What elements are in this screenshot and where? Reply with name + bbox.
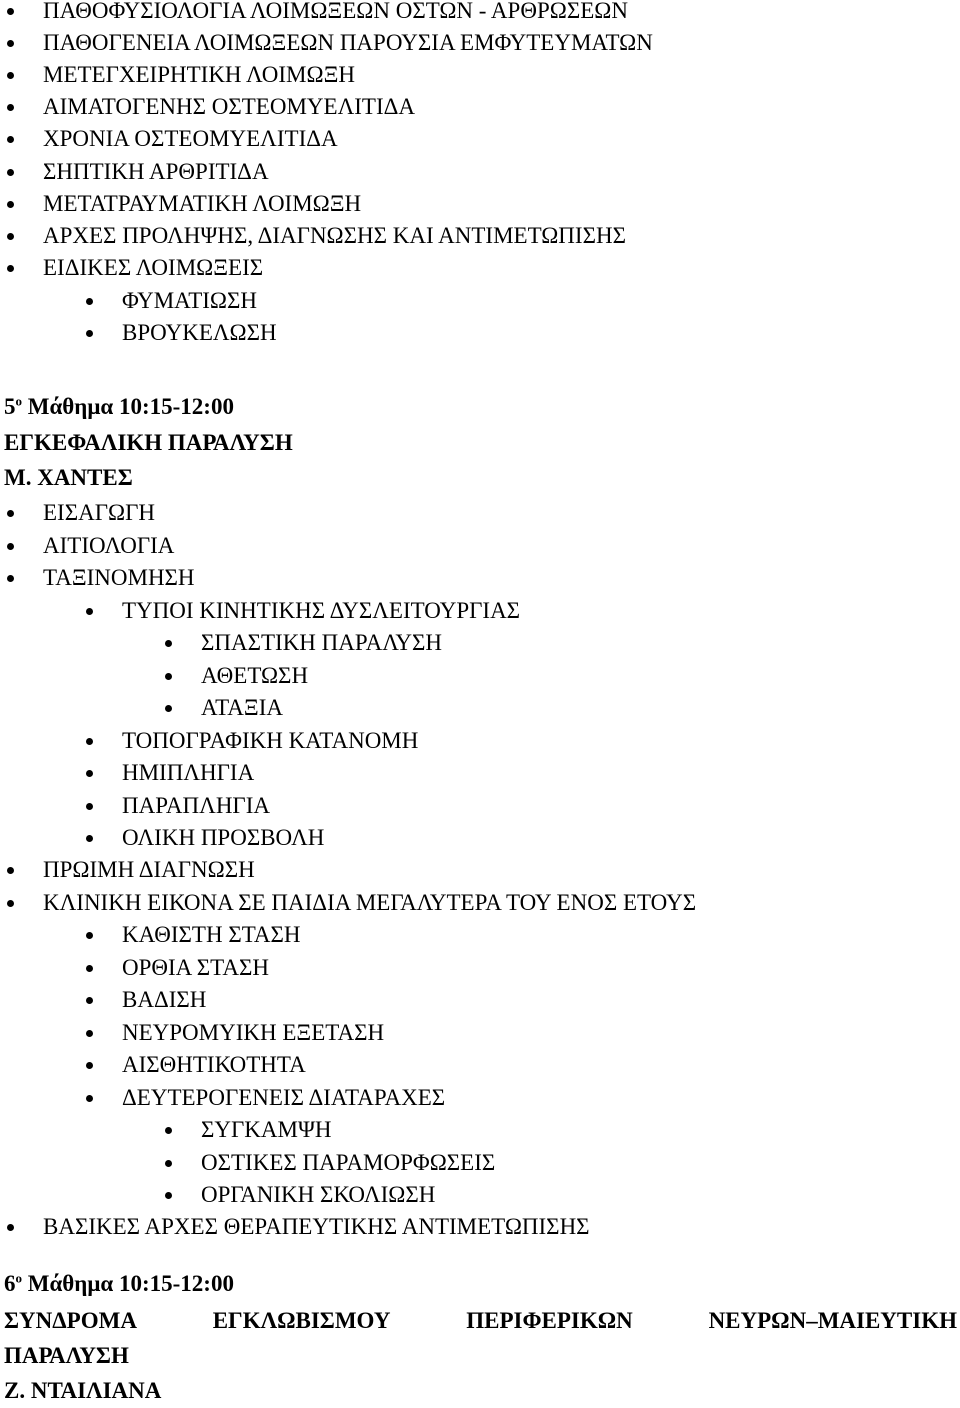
list-item: ΒΑΣΙΚΕΣ ΑΡΧΕΣ ΘΕΡΑΠΕΥΤΙΚΗΣ ΑΝΤΙΜΕΤΩΠΙΣΗΣ: [0, 1211, 960, 1243]
bullet-icon: [7, 40, 14, 47]
list-item: ΤΑΞΙΝΟΜΗΣΗ: [0, 562, 960, 594]
bullet-icon: [86, 835, 93, 842]
list-item: ΑΘΕΤΩΣΗ: [0, 660, 960, 692]
list-item: ΦΥΜΑΤΙΩΣΗ: [0, 285, 960, 317]
list-item: ΑΙΜΑΤΟΓΕΝΗΣ ΟΣΤΕΟΜΥΕΛΙΤΙΔΑ: [0, 91, 960, 123]
bullet-icon: [86, 1062, 93, 1069]
bullet-icon: [7, 867, 14, 874]
bullet-icon: [7, 265, 14, 272]
title-word: ΣΥΝΔΡΟΜΑ: [4, 1308, 137, 1333]
list-item: ΒΡΟΥΚΕΛΩΣΗ: [0, 317, 960, 349]
bullet-icon: [7, 169, 14, 176]
bullet-icon: [86, 965, 93, 972]
bullet-icon: [165, 1192, 172, 1199]
list-item: ΚΛΙΝΙΚΗ ΕΙΚΟΝΑ ΣΕ ΠΑΙΔΙΑ ΜΕΓΑΛΥΤΕΡΑ ΤΟΥ ΕΝΟΣ ΕΤΟΥΣ: [0, 887, 960, 919]
bullet-icon: [86, 997, 93, 1004]
lesson5-title: ΕΓΚΕΦΑΛΙΚΗ ΠΑΡΑΛΥΣΗ: [4, 430, 293, 455]
lesson6-title: [4, 1304, 957, 1338]
bullet-icon: [86, 608, 93, 615]
list-item: ΣΥΓΚΑΜΨΗ: [0, 1114, 960, 1146]
list-item: ΑΤΑΞΙΑ: [0, 692, 960, 724]
list-item: ΑΙΤΙΟΛΟΓΙΑ: [0, 530, 960, 562]
bullet-icon: [7, 201, 14, 208]
bullet-icon: [7, 543, 14, 550]
list-item: ΚΑΘΙΣΤΗ ΣΤΑΣΗ: [0, 919, 960, 951]
bullet-icon: [7, 1224, 14, 1231]
bullet-icon: [86, 770, 93, 777]
title-word: ΕΓΚΛΩΒΙΣΜΟΥ: [212, 1308, 391, 1333]
list-item: ΑΙΣΘΗΤΙΚΟΤΗΤΑ: [0, 1049, 960, 1081]
title-word: ΠΕΡΙΦΕΡΙΚΩΝ: [466, 1308, 633, 1333]
list-item: ΕΙΔΙΚΕΣ ΛΟΙΜΩΞΕΙΣ: [0, 252, 960, 284]
lesson6-heading: $6^o$ Μάθημα 10:15-12:00: [4, 1270, 234, 1296]
list-item: ΟΣΤΙΚΕΣ ΠΑΡΑΜΟΡΦΩΣΕΙΣ: [0, 1147, 960, 1179]
bullet-icon: [7, 900, 14, 907]
bullet-icon: [86, 1095, 93, 1102]
bullet-icon: [86, 803, 93, 810]
bullet-icon: [7, 72, 14, 79]
bullet-icon: [165, 705, 172, 712]
lesson5-lecturer: Μ. ΧΑΝΤΕΣ: [4, 465, 133, 490]
list-item: ΠΡΩΙΜΗ ΔΙΑΓΝΩΣΗ: [0, 854, 960, 886]
bullet-icon: [86, 932, 93, 939]
bullet-icon: [7, 510, 14, 517]
list-item: ΠΑΘΟΦΥΣΙΟΛΟΓΙΑ ΛΟΙΜΩΞΕΩΝ ΟΣΤΩΝ - ΑΡΘΡΩΣΕΩΝ: [0, 0, 960, 27]
title-word: ΝΕΥΡΩΝ–ΜΑΙΕΥΤΙΚΗ: [708, 1308, 957, 1333]
list-item: ΒΑΔΙΣΗ: [0, 984, 960, 1016]
list-item: ΗΜΙΠΛΗΓΙΑ: [0, 757, 960, 789]
list-item: ΜΕΤΕΓΧΕΙΡΗΤΙΚΗ ΛΟΙΜΩΞΗ: [0, 59, 960, 91]
list-item: ΧΡΟΝΙΑ ΟΣΤΕΟΜΥΕΛΙΤΙΔΑ: [0, 123, 960, 155]
bullet-icon: [7, 8, 14, 15]
bullet-icon: [165, 1127, 172, 1134]
list-item: ΔΕΥΤΕΡΟΓΕΝΕΙΣ ΔΙΑΤΑΡΑΧΕΣ: [0, 1082, 960, 1114]
list-item: ΑΡΧΕΣ ΠΡΟΛΗΨΗΣ, ΔΙΑΓΝΩΣΗΣ ΚΑΙ ΑΝΤΙΜΕΤΩΠΙΣΗΣ: [0, 220, 960, 252]
bullet-icon: [165, 673, 172, 680]
list-item: ΤΟΠΟΓΡΑΦΙΚΗ ΚΑΤΑΝΟΜΗ: [0, 725, 960, 757]
lesson6-title-continued: ΠΑΡΑΛΥΣΗ: [4, 1343, 129, 1368]
list-item: ΕΙΣΑΓΩΓΗ: [0, 497, 960, 529]
list-item: ΜΕΤΑΤΡΑΥΜΑΤΙΚΗ ΛΟΙΜΩΞΗ: [0, 188, 960, 220]
bullet-icon: [7, 233, 14, 240]
lesson5-heading: $5^o$ Μάθημα 10:15-12:00: [4, 393, 234, 419]
bullet-icon: [86, 330, 93, 337]
list-item: ΠΑΡΑΠΛΗΓΙΑ: [0, 790, 960, 822]
list-item: ΟΡΓΑΝΙΚΗ ΣΚΟΛΙΩΣΗ: [0, 1179, 960, 1211]
bullet-icon: [86, 738, 93, 745]
list-item: ΣΠΑΣΤΙΚΗ ΠΑΡΑΛΥΣΗ: [0, 627, 960, 659]
bullet-icon: [7, 136, 14, 143]
list-item: ΝΕΥΡΟΜΥΙΚΗ ΕΞΕΤΑΣΗ: [0, 1017, 960, 1049]
list-item: ΠΑΘΟΓΕΝΕΙΑ ΛΟΙΜΩΞΕΩΝ ΠΑΡΟΥΣΙΑ ΕΜΦΥΤΕΥΜΑΤΩΝ: [0, 27, 960, 59]
bullet-icon: [86, 1030, 93, 1037]
bullet-icon: [7, 575, 14, 582]
list-item: ΣΗΠΤΙΚΗ ΑΡΘΡΙΤΙΔΑ: [0, 156, 960, 188]
bullet-icon: [165, 1160, 172, 1167]
list-item: ΟΛΙΚΗ ΠΡΟΣΒΟΛΗ: [0, 822, 960, 854]
bullet-icon: [165, 640, 172, 647]
bullet-icon: [7, 104, 14, 111]
lesson6-lecturer: Ζ. ΝΤΑΙΛΙΑΝΑ: [4, 1378, 162, 1403]
bullet-icon: [86, 298, 93, 305]
list-item: ΤΥΠΟΙ ΚΙΝΗΤΙΚΗΣ ΔΥΣΛΕΙΤΟΥΡΓΙΑΣ: [0, 595, 960, 627]
list-item: ΟΡΘΙΑ ΣΤΑΣΗ: [0, 952, 960, 984]
